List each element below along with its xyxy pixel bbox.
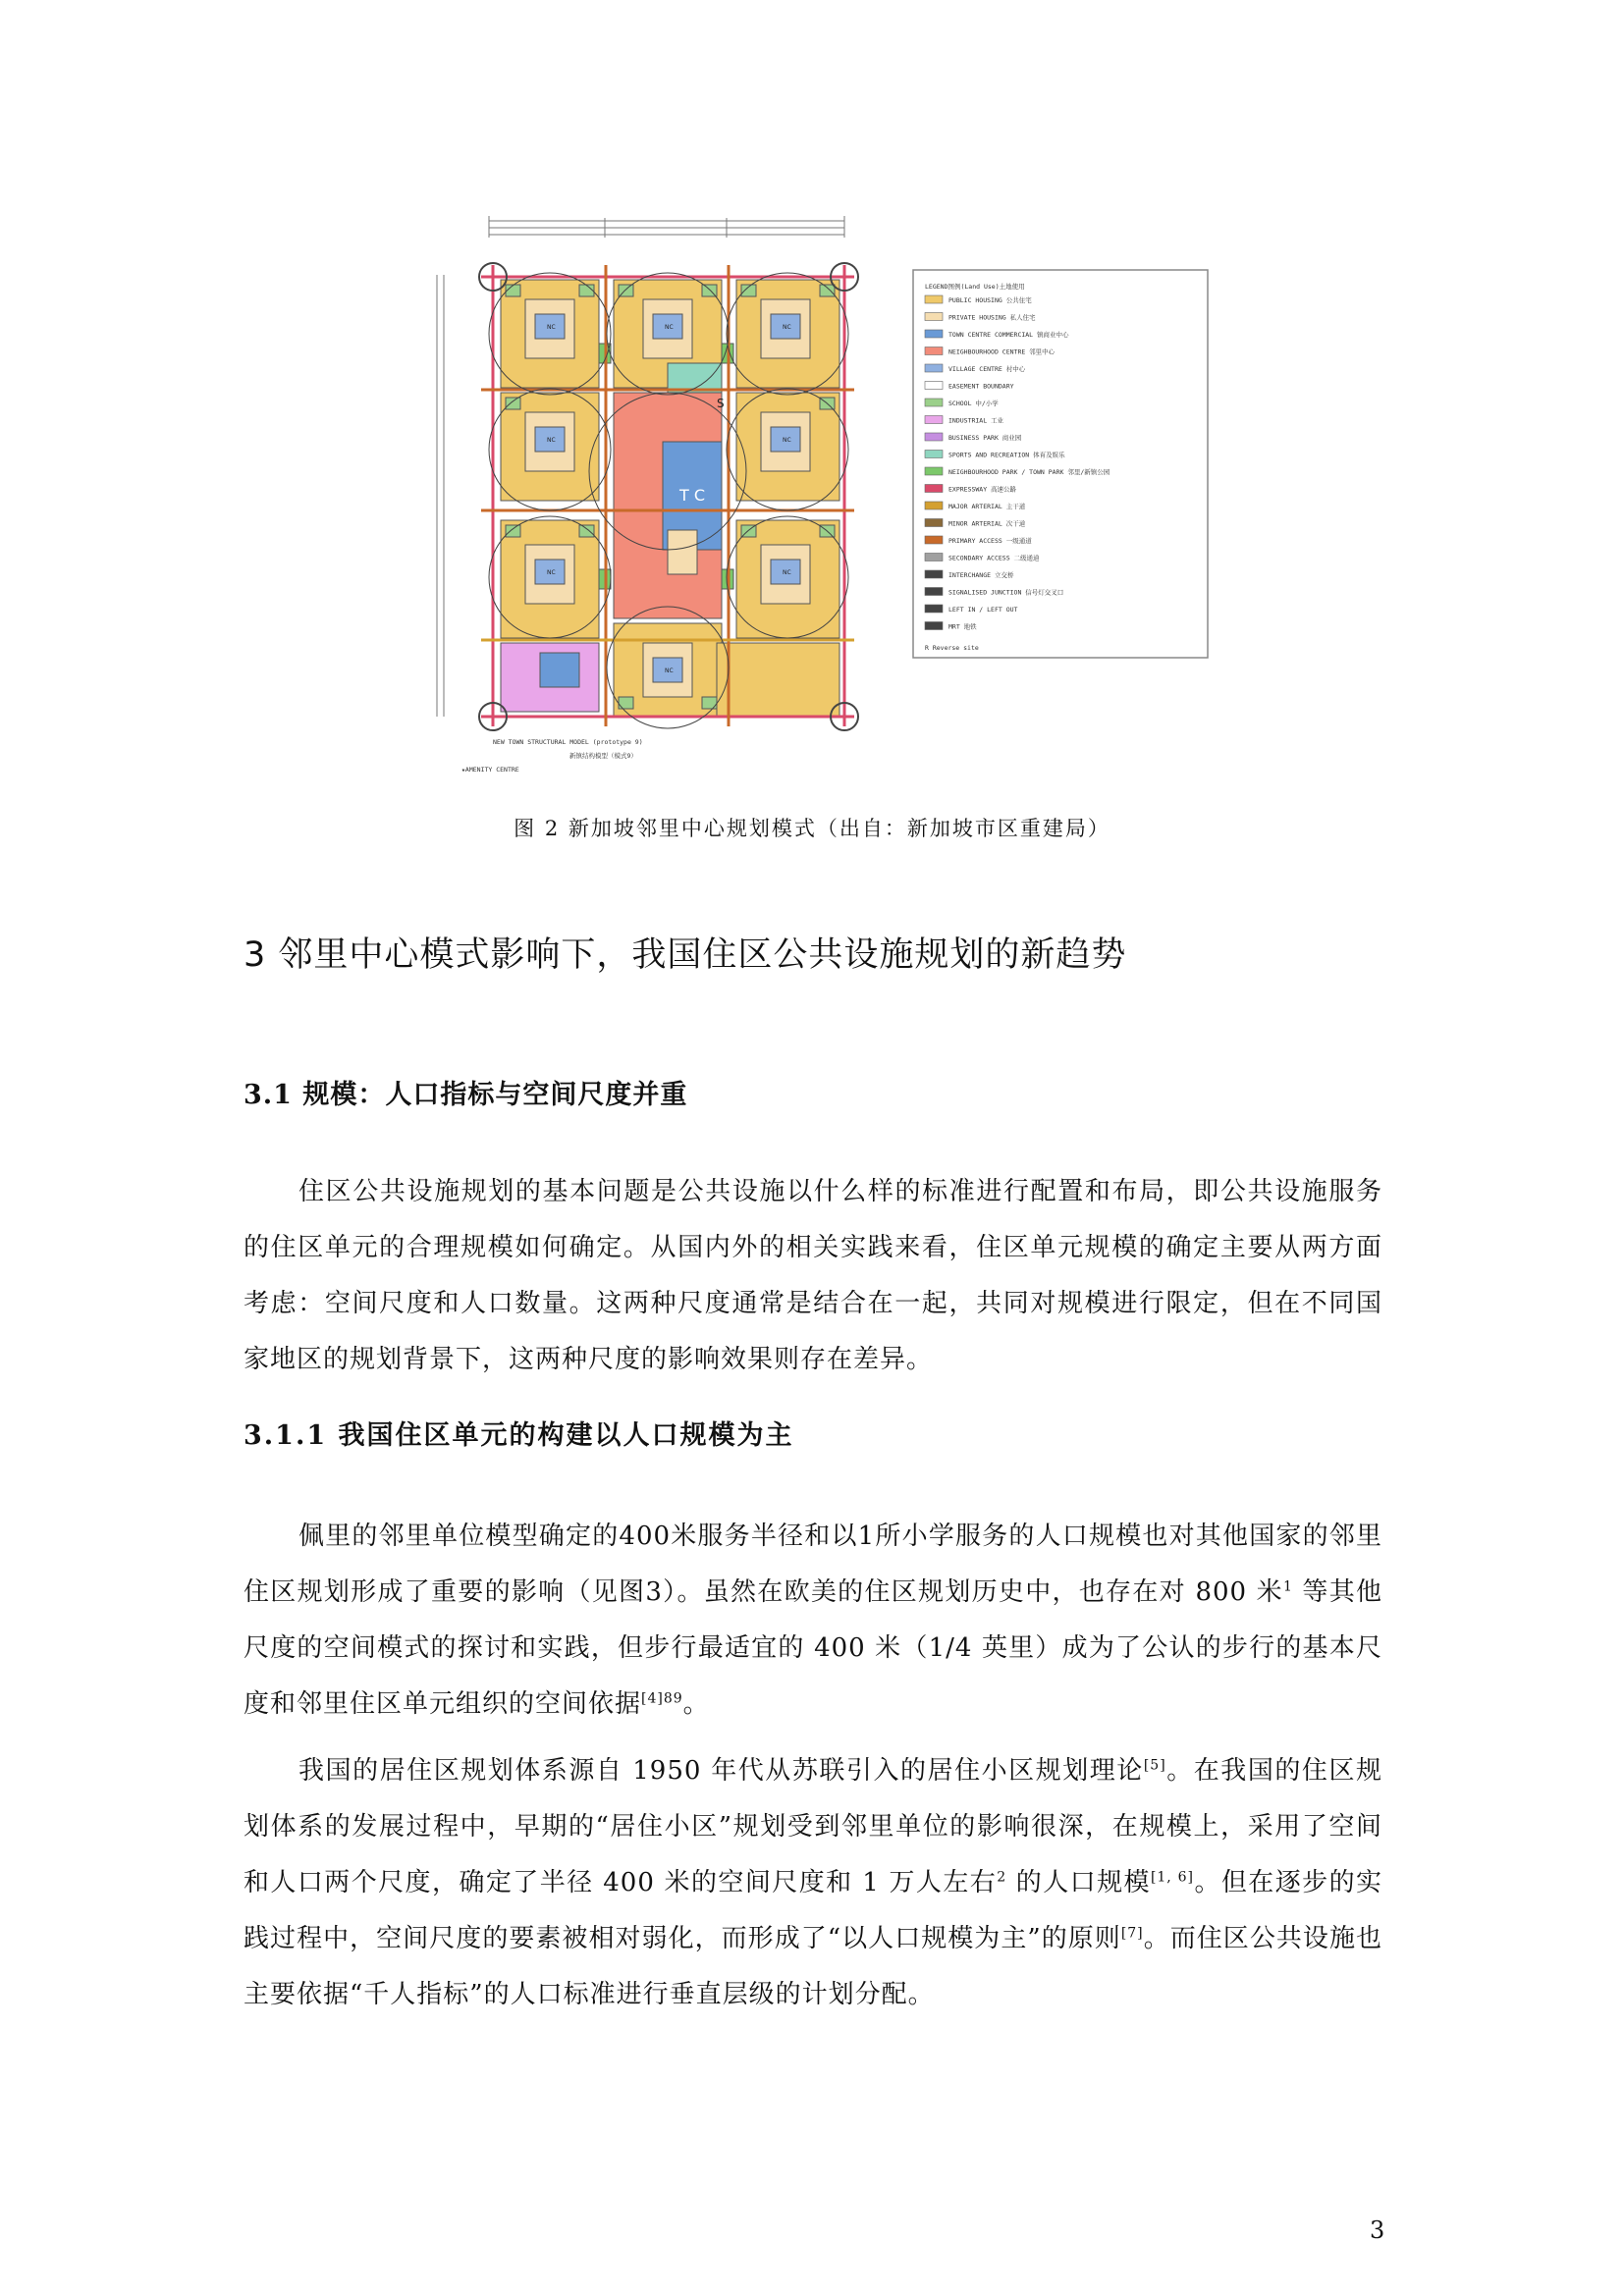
svg-text:NC: NC <box>665 324 674 331</box>
svg-text:NC: NC <box>783 569 791 576</box>
legend-item-label: LEFT IN / LEFT OUT <box>948 606 1018 614</box>
paragraph-3-text-c: 的人口规模 <box>1006 1868 1151 1897</box>
svg-text:NC: NC <box>547 569 556 576</box>
paragraph-3-text-a: 我国的居住区规划体系源自 1950 年代从苏联引入的居住小区规划理论 <box>298 1756 1144 1786</box>
paragraph-2-text-a: 佩里的邻里单位模型确定的400米服务半径和以1所小学服务的人口规模也对其他国家的邻里住区规划形成了重要的影响（见图3）。虽然在欧美的住区规划历史中，也存在对 800 米 <box>244 1522 1382 1607</box>
legend-swatch <box>925 485 943 493</box>
legend-swatch <box>925 433 943 441</box>
legend-swatch <box>925 588 943 596</box>
footnote-ref-2: 2 <box>997 1869 1007 1886</box>
legend-item-label: SECONDARY ACCESS 二级通道 <box>948 554 1040 562</box>
citation-5: [5] <box>1143 1757 1166 1774</box>
legend <box>913 270 1208 658</box>
legend-item-label: MRT 地铁 <box>948 622 977 631</box>
legend-swatch <box>925 399 943 406</box>
legend-item-label: SIGNALISED JUNCTION 信号灯交叉口 <box>948 588 1064 597</box>
paragraph-3 <box>244 1743 1382 2023</box>
legend-swatch <box>925 295 943 303</box>
paragraph-2 <box>244 1509 1382 1733</box>
legend-swatch <box>925 554 943 561</box>
legend-item-label: NEIGHBOURHOOD PARK / TOWN PARK 邻里/新镇公园 <box>948 468 1110 476</box>
legend-swatch <box>925 313 943 321</box>
legend-item-label: PRIMARY ACCESS 一级通道 <box>948 537 1032 545</box>
legend-swatch <box>925 416 943 424</box>
legend-title: LEGEND图例(Land Use)土地使用 <box>925 283 1025 291</box>
paragraph-2-text-b: 等其他尺度的空间模式的探讨和实践，但步行最适宜的 400 米（1/4 英里）成为了公认的步行的基本尺度和邻里住区单元组织的空间依据 <box>244 1577 1383 1719</box>
svg-text:NC: NC <box>783 324 791 331</box>
legend-item-label: SPORTS AND RECREATION 体育及娱乐 <box>948 451 1065 459</box>
paragraph-2-text-c: 。 <box>682 1689 710 1719</box>
paragraph-1: 住区公共设施规划的基本问题是公共设施以什么样的标准进行配置和布局，即公共设施服务的住区单元的合理规模如何确定。从国内外的相关实践来看，住区单元规模的确定主要从两方面考虑：空间尺度和人口数量。这两种尺度通常是结合在一起，共同对规模进行限定，但在不同国家地区的规划背景下，这两种尺度的影响效果则存在差异。 <box>244 1177 1382 1374</box>
legend-item-label: EXPRESSWAY 高速公路 <box>948 485 1017 494</box>
legend-swatch <box>925 451 943 458</box>
legend-swatch <box>925 330 943 338</box>
legend-swatch <box>925 467 943 475</box>
legend-item-label: NEIGHBOURHOOD CENTRE 邻里中心 <box>948 347 1056 356</box>
svg-text:NC: NC <box>665 667 674 674</box>
legend-item-label: PUBLIC HOUSING 公共住宅 <box>948 296 1032 304</box>
figure-new-town-model <box>422 206 1218 775</box>
legend-item-label: INTERCHANGE 立交桥 <box>948 571 1014 579</box>
legend-item-label: SCHOOL 中/小学 <box>948 400 999 407</box>
legend-swatch <box>925 622 943 630</box>
legend-item-label: TOWN CENTRE COMMERCIAL 镇商业中心 <box>948 331 1069 339</box>
svg-text:T C: T C <box>679 486 706 505</box>
legend-item-label: BUSINESS PARK 商业园 <box>948 434 1022 442</box>
citation-4: [4]89 <box>641 1690 683 1707</box>
paragraph-3-text-e: 。而住区公共设施也主要依据“千人指标”的人口标准进行垂直层级的计划分配。 <box>244 1924 1382 2009</box>
land-use-blocks <box>501 280 839 717</box>
page-number: 3 <box>1370 2216 1385 2244</box>
model-subtitle: 新镇结构模型（模式9） <box>569 752 637 760</box>
citation-7: [7] <box>1120 1925 1144 1942</box>
legend-swatch <box>925 364 943 372</box>
paragraph-3-text-d: 。但在逐步的实践过程中，空间尺度的要素被相对弱化，而形成了“以人口规模为主”的原则 <box>244 1868 1383 1953</box>
svg-text:S: S <box>717 397 725 410</box>
planning-diagram <box>422 206 1218 775</box>
legend-item-label: VILLAGE CENTRE 村中心 <box>948 365 1026 373</box>
amenity-note: ★AMENITY CENTRE <box>461 766 519 774</box>
svg-text:NC: NC <box>547 324 556 331</box>
legend-item-label: EASEMENT BOUNDARY <box>948 382 1014 391</box>
legend-item-label: PRIVATE HOUSING 私人住宅 <box>948 313 1036 322</box>
legend-swatch <box>925 382 943 390</box>
legend-swatch <box>925 519 943 527</box>
legend-swatch <box>925 570 943 578</box>
subsubsection-heading: 3.1.1 我国住区单元的构建以人口规模为主 <box>244 1420 794 1451</box>
legend-swatch <box>925 605 943 613</box>
section-heading: 3 邻里中心模式影响下，我国住区公共设施规划的新趋势 <box>244 935 1127 975</box>
model-title: NEW TOWN STRUCTURAL MODEL (prototype 9) <box>493 738 643 746</box>
legend-swatch <box>925 347 943 355</box>
legend-swatch <box>925 502 943 509</box>
legend-swatch <box>925 536 943 544</box>
legend-item-label: INDUSTRIAL 工业 <box>948 416 1004 425</box>
subsection-heading: 3.1 规模：人口指标与空间尺度并重 <box>244 1080 688 1110</box>
svg-text:NC: NC <box>547 437 556 444</box>
footnote-ref-1: 1 <box>1282 1578 1293 1595</box>
legend-footer: R Reverse site <box>925 644 979 652</box>
legend-item-label: MINOR ARTERIAL 次干道 <box>948 519 1026 528</box>
citation-1-6: [1, 6] <box>1150 1869 1195 1886</box>
figure-caption: 图 2 新加坡邻里中心规划模式（出自：新加坡市区重建局） <box>514 817 1110 840</box>
legend-item-label: MAJOR ARTERIAL 主干道 <box>948 503 1026 510</box>
paragraph-3-text-b: 。在我国的住区规划体系的发展过程中，早期的“居住小区”规划受到邻里单位的影响很深，在规模上，采用了空间和人口两个尺度，确定了半径 400 米的空间尺度和 1 万人左右 <box>244 1756 1382 1897</box>
svg-text:NC: NC <box>783 437 791 444</box>
